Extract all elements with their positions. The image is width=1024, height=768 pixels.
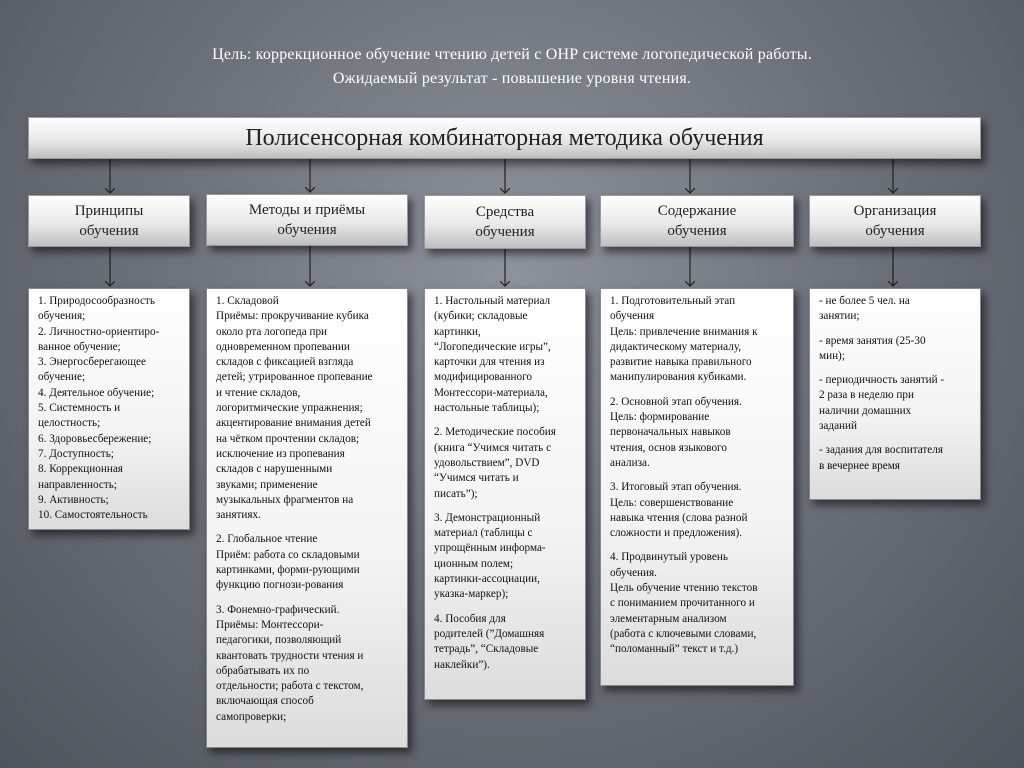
list-item: 2. Методические пособия (434, 426, 556, 439)
item-spacer (434, 416, 579, 425)
list-item: 2 раза в неделю при (819, 389, 914, 402)
list-item: на чётком прочтении складов; (216, 432, 360, 445)
list-item: звуками; применение (216, 478, 318, 491)
list-item: тетрадь”, “Складовые (434, 643, 539, 656)
category-content (600, 195, 794, 247)
list-item: картинки-ассоциации, (434, 573, 540, 586)
list-item: самопроверки; (216, 710, 287, 723)
list-item: 9. Активность; (38, 493, 109, 506)
list-item: 2. Личностно-ориентиро- (38, 325, 160, 338)
list-item: наклейки”). (434, 658, 490, 671)
category-organization-label: Организация обучения (853, 203, 937, 239)
list-item: 6. Здоровьесбережение; (38, 432, 152, 445)
list-item: указка-маркер); (434, 588, 509, 601)
list-item: модифицированного (434, 371, 532, 384)
list-item: развитие навыка правильного (610, 356, 752, 369)
list-item: квантовать трудности чтения и (216, 649, 364, 662)
list-item: обучения (610, 310, 655, 323)
list-item: родителей (”Домашняя (434, 627, 545, 640)
item-spacer (819, 434, 974, 443)
list-item: (кубики; складовые (434, 310, 528, 323)
list-item: 1. Настольный материал (434, 295, 551, 307)
list-item: включающая способ (216, 695, 314, 708)
list-item: одновременном пропевании (216, 340, 350, 353)
list-item: 4. Пособия для (434, 612, 506, 625)
list-item: ционным полем; (434, 557, 514, 570)
list-item: детей; утрированное пропевание (216, 371, 373, 384)
list-item: карточки для чтения из (434, 356, 545, 369)
list-item: первоначальных навыков (610, 426, 731, 439)
list-item: чтения, основ языкового (610, 441, 727, 454)
item-spacer (610, 386, 787, 395)
goal-text: Цель: коррекционное обучение чтению детей с ОНР системе логопедической работы. (212, 46, 812, 63)
list-item: складов с фиксацией взгляда (216, 356, 354, 369)
item-spacer (434, 502, 579, 511)
list-item: - время занятия (25-30 (819, 334, 926, 347)
means-list (424, 288, 586, 700)
list-item: (книга “Учимся читать с (434, 441, 552, 454)
list-item: обрабатывать их по (216, 664, 310, 677)
list-item: мин); (819, 349, 845, 362)
list-item: Монтессори-материала, (434, 386, 548, 399)
list-item: логоритмические упражнения; (216, 402, 363, 415)
list-item: обучения; (38, 310, 86, 323)
category-content-label: Содержание обучения (657, 203, 737, 239)
item-spacer (216, 594, 401, 603)
list-item: заданий (819, 420, 858, 433)
list-item: исключение из пропевания (216, 447, 345, 460)
list-item: - периодичность занятий - (819, 374, 945, 387)
list-item: элементарным анализом (610, 612, 727, 625)
list-item: навыка чтения (слова разной (610, 511, 748, 524)
category-methods-label: Методы и приёмы обучения (248, 202, 366, 238)
item-spacer (819, 364, 974, 373)
category-principles-label: Принципы обучения (74, 203, 144, 239)
list-item: педагогики, позволяющий (216, 634, 342, 647)
list-item: Цель: привлечение внимания к (610, 325, 758, 338)
list-item: направленность; (38, 478, 117, 491)
list-item: с пониманием прочитанного и (610, 597, 755, 610)
list-item: целостность; (38, 417, 101, 430)
list-item: картинки, (434, 325, 481, 338)
list-item: Приём: работа со складовыми (216, 548, 360, 561)
list-item: 4. Продвинутый уровень (610, 551, 728, 564)
category-organization (809, 195, 981, 247)
list-item: Цель: формирование (610, 411, 710, 424)
list-item: - задания для воспитателя (819, 444, 944, 457)
list-item: функцию погнози-рования (216, 579, 344, 592)
list-item: наличии домашних (819, 404, 912, 417)
item-spacer (610, 471, 787, 480)
list-item: Цель обучение чтению текстов (610, 582, 758, 595)
list-item: “Логопедические игры”, (434, 340, 551, 353)
category-methods (206, 194, 408, 246)
list-item: упрощённым информа- (434, 542, 546, 555)
list-item: “поломанный” текст и т.д.) (610, 643, 739, 656)
list-item: (работа с ключевыми словами, (610, 627, 757, 640)
methods-list (206, 288, 408, 748)
main-title: Полисенсорная комбинаторная методика обучения (28, 117, 981, 159)
list-item: удовольствием”, DVD (434, 456, 540, 469)
category-means (424, 195, 586, 249)
list-item: 1. Природосообразность (38, 295, 155, 307)
list-item: картинками, форми-рующими (216, 564, 360, 577)
list-item: 10. Самостоятельность (38, 509, 148, 522)
list-item: 5. Системность и (38, 402, 121, 415)
item-spacer (434, 603, 579, 612)
list-item: около рта логопеда при (216, 325, 328, 338)
list-item: 3. Фонемно-графический. (216, 603, 340, 616)
list-item: материал (таблицы с (434, 527, 533, 540)
list-item: настольные таблицы); (434, 402, 540, 415)
list-item: 1. Складовой (216, 295, 279, 307)
list-item: складов с нарушенными (216, 463, 333, 476)
list-item: 8. Коррекционная (38, 463, 123, 476)
list-item: обучения. (610, 566, 657, 579)
list-item: 1. Подготовительный этап (610, 295, 736, 307)
content-list (600, 288, 794, 686)
list-item: 3. Демонстрационный (434, 511, 541, 524)
list-item: “Учимся читать и (434, 472, 519, 485)
list-item: 3. Итоговый этап обучения. (610, 481, 742, 494)
list-item: Приёмы: Монтессори- (216, 618, 324, 631)
list-item: Приёмы: прокручивание кубика (216, 310, 369, 323)
list-item: сложности и предложения). (610, 527, 743, 540)
list-item: отдельности; работа с текстом, (216, 680, 364, 693)
list-item: обучение; (38, 371, 86, 384)
list-item: анализа. (610, 456, 650, 469)
list-item: музыкальных фрагментов на (216, 493, 354, 506)
organization-list (809, 288, 981, 500)
list-item: и чтение складов, (216, 386, 301, 399)
list-item: - не более 5 чел. на (819, 295, 910, 307)
list-item: дидактическому материалу, (610, 340, 742, 353)
list-item: Цель: совершенствование (610, 496, 734, 509)
list-item: в вечернее время (819, 459, 900, 472)
list-item: 2. Основной этап обучения. (610, 395, 742, 408)
list-item: манипулирования кубиками. (610, 371, 747, 384)
list-item: 7. Доступность; (38, 447, 114, 460)
principles-list (28, 288, 190, 530)
item-spacer (216, 523, 401, 532)
category-means-label: Средства обучения (475, 204, 535, 240)
list-item: ванное обучение; (38, 340, 121, 353)
list-item: 3. Энергосберегающее (38, 356, 146, 369)
list-item: акцентирование внимания детей (216, 417, 371, 430)
item-spacer (819, 325, 974, 334)
item-spacer (610, 541, 787, 550)
list-item: занятии; (819, 310, 860, 323)
list-item: 4. Деятельное обучение; (38, 386, 155, 399)
list-item: писать”); (434, 487, 478, 500)
list-item: 2. Глобальное чтение (216, 533, 318, 546)
list-item: занятиях. (216, 509, 261, 522)
category-principles (28, 195, 190, 247)
expected-result-text: Ожидаемый результат - повышение уровня чтения. (332, 70, 692, 87)
